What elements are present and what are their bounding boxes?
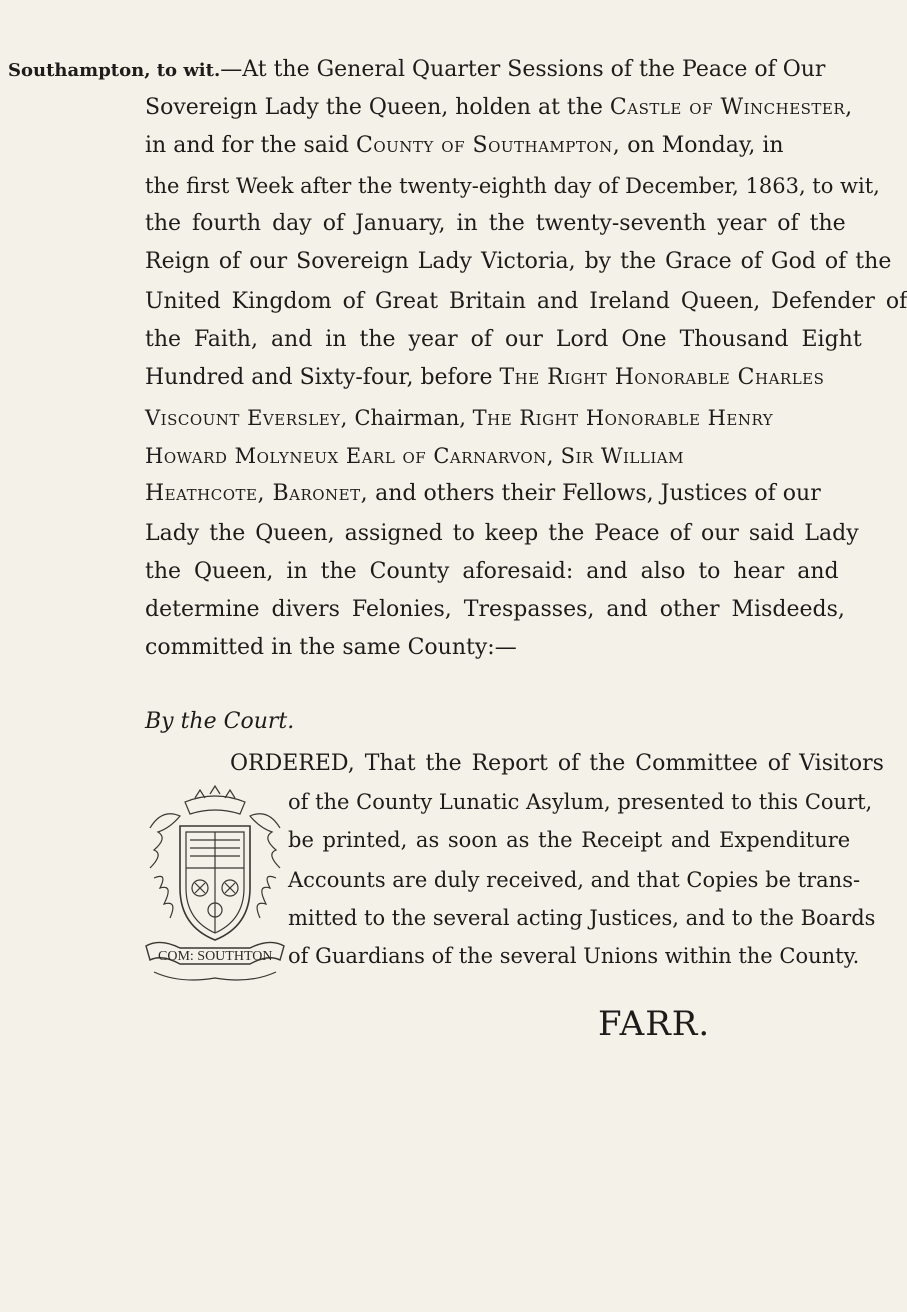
seal-legend: COM: SOUTHTON: [158, 949, 273, 964]
header-line-11: Howard Molyneux Earl of Carnarvon, Sir William: [145, 444, 684, 468]
county-lead: Southampton, to wit.: [8, 60, 221, 81]
header-line-8: the Faith, and in the year of our Lord One Thousand Eight: [145, 327, 862, 352]
county-seal-icon: [140, 788, 280, 964]
order-line-4: Accounts are duly received, and that Copies be trans-: [288, 868, 861, 892]
header-line-13: Lady the Queen, assigned to keep the Peace of our said Lady: [145, 521, 859, 546]
order-line-6: of Guardians of the several Unions within the County.: [288, 944, 860, 968]
header-line-7: United Kingdom of Great Britain and Ireland Queen, Defender of: [145, 289, 907, 314]
header-line-6: Reign of our Sovereign Lady Victoria, by the Grace of God of the: [145, 249, 892, 274]
by-the-court: By the Court.: [145, 709, 295, 734]
header-line-14: the Queen, in the County aforesaid: and also to hear and: [145, 559, 839, 584]
county-of-southampton: County of Southampton,: [356, 133, 621, 158]
header-line-15: determine divers Felonies, Trespasses, and other Misdeeds,: [145, 597, 845, 622]
order-line-3: be printed, as soon as the Receipt and Expenditure: [288, 828, 851, 852]
header-line-1-text: —At the General Quarter Sessions of the Peace of Our: [220, 57, 826, 82]
order-line-1: ORDERED, That the Report of the Committee of Visitors: [230, 751, 884, 776]
header-line-4: the first Week after the twenty-eighth day of December, 1863, to wit,: [145, 174, 880, 198]
header-line-9: Hundred and Sixty-four, before The Right Honorable Charles: [145, 365, 825, 390]
header-line-10: Viscount Eversley, Chairman, The Right Honorable Henry: [145, 406, 774, 430]
order-line-5: mitted to the several acting Justices, and to the Boards: [288, 906, 876, 930]
header-line-16: committed in the same County:—: [145, 635, 517, 660]
signature-farr: FARR.: [598, 1004, 711, 1044]
header-line-12: Heathcote, Baronet, and others their Fellows, Justices of our: [145, 481, 821, 506]
county-seal-drawing: [140, 788, 290, 988]
header-line-2: Sovereign Lady the Queen, holden at the Castle of Winchester,: [145, 95, 853, 120]
order-line-2: of the County Lunatic Asylum, presented to this Court,: [288, 790, 873, 814]
header-line-1: [8, 56, 826, 85]
header-line-5: the fourth day of January, in the twenty-seventh year of the: [145, 211, 846, 236]
header-line-3: in and for the said County of Southampton, on Monday, in: [145, 133, 784, 158]
castle-of-winchester: Castle of Winchester,: [609, 95, 853, 120]
